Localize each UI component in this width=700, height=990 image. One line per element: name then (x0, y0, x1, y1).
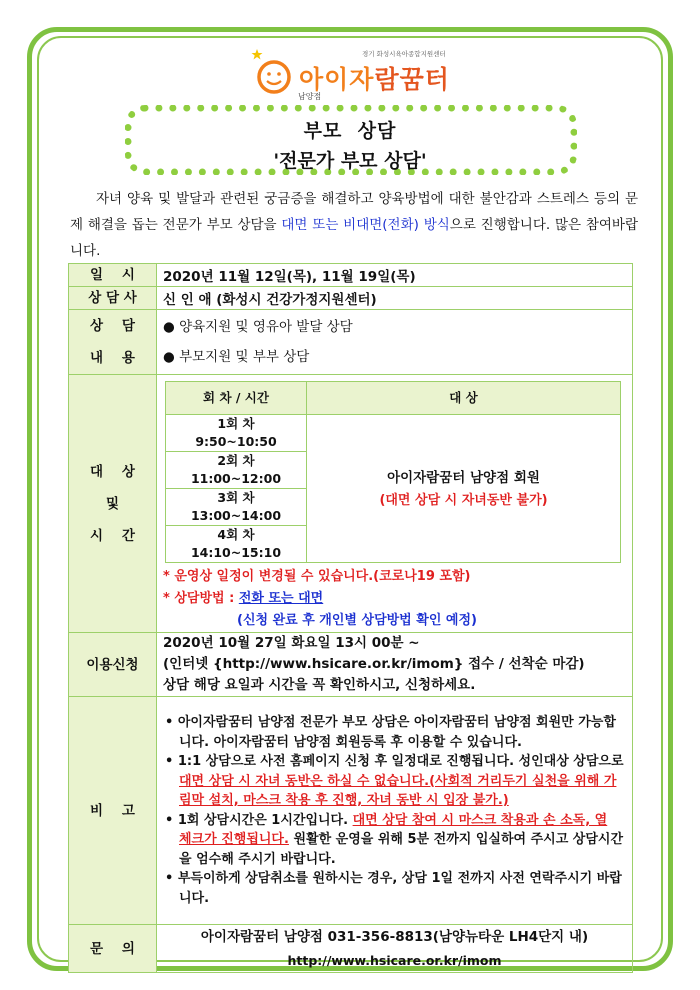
apply-method: (인터넷 {http://www.hsicare.or.kr/imom} 접수 / 선착순 마감) (163, 656, 585, 672)
session-table (165, 381, 621, 563)
content-label: 상 담 내 용 (69, 310, 157, 375)
target-time-label: 대 상 및 시 간 (69, 375, 157, 633)
intro-text: 자녀 양육 및 발달과 관련된 궁금증을 해결하고 양육방법에 대한 불안감과 스트레스 등의 문제 해결을 돕는 전문가 부모 상담을 대면 또는 비대면(전화) 방식으로 진행합니다. 많은 참여바랍니다. (70, 191, 639, 259)
counselor-label: 상 담 사 (69, 287, 157, 310)
remark-item: • 부득이하게 상담취소를 원하시는 경우, 상담 1일 전까지 사전 연락주시기 바랍니다. (165, 871, 622, 906)
logo-wordmark: 아이자람꿈터 (299, 65, 450, 94)
intro-highlight: 대면 또는 비대면(전화) 방식 (281, 217, 450, 233)
remark-item: • 1회 상담시간은 1시간입니다. 대면 상담 참여 시 마스크 착용과 손 소독, 열 체크가 진행됩니다. 원활한 운영을 위해 5분 전까지 입실하여 주시고 상담시간을 엄수해 주시기 바랍니다. (165, 812, 624, 867)
target-header: 대 상 (307, 382, 621, 415)
remarks-cell (157, 697, 633, 925)
date-label: 일 시 (69, 264, 157, 287)
remarks-label: 비 고 (69, 697, 157, 925)
contact-url[interactable]: http://www.hsicare.or.kr/imom (287, 952, 502, 968)
branch-name: 남양점 (298, 92, 322, 101)
remark-item: • 1:1 상담으로 사전 홈페이지 신청 후 일정대로 진행됩니다. 성인대상 상담으로 대면 상담 시 자녀 동반은 하실 수 없습니다.(사회적 거리두기 실천을 위해 가림막 설치, 마스크 착용 후 진행, 자녀 동반 시 입장 불가.) (165, 754, 624, 808)
target-value: 아이자람꿈터 남양점 회원 (387, 469, 540, 486)
apply-cell (157, 633, 633, 697)
logo-icon (248, 46, 296, 98)
apply-label: 이용신청 (69, 633, 157, 697)
content-item: ● 부모지원 및 부부 상담 (163, 349, 310, 365)
session-header: 회 차 / 시간 (166, 382, 307, 415)
session-row: 3회 차 13:00~14:00 (166, 489, 307, 526)
content-list (157, 310, 633, 375)
contact-phone: 아이자람꿈터 남양점 031-356-8813(남양뉴타운 LH4단지 내) (200, 928, 589, 945)
contact-cell (157, 925, 633, 973)
date-value: 2020년 11월 12일(목), 11월 19일(목) (157, 264, 633, 287)
page-title: 부모 상담 (303, 120, 397, 142)
target-time-cell (157, 375, 633, 633)
apply-notice: 상담 해당 요일과 시간을 꼭 확인하시고, 신청하세요. (163, 677, 476, 693)
content-item: ● 양육지원 및 영유아 발달 상담 (163, 319, 353, 335)
schedule-notice: * 운영상 일정이 변경될 수 있습니다.(코로나19 포함) (163, 569, 471, 584)
session-row: 2회 차 11:00~12:00 (166, 452, 307, 489)
org-name: 경기 화성시육아종합지원센터 (362, 50, 446, 58)
counselor-value: 신 인 애 (화성시 건강가정지원센터) (157, 287, 633, 310)
method-confirm-notice: (신청 완료 후 개인별 상담방법 확인 예정) (237, 613, 477, 628)
target-note: (대면 상담 시 자녀동반 불가) (379, 492, 548, 508)
apply-period: 2020년 10월 27일 화요일 13시 00분 ~ (163, 635, 420, 651)
session-row: 1회 차 9:50~10:50 (166, 415, 307, 452)
target-cell (307, 415, 621, 563)
info-table (68, 263, 633, 973)
method-notice: * 상담방법 : 전화 또는 대면 (163, 591, 324, 606)
remark-item: • 아이자람꿈터 남양점 전문가 부모 상담은 아이자람꿈터 남양점 회원만 가능합니다. 아이자람꿈터 남양점 회원등록 후 이용할 수 있습니다. (165, 715, 616, 750)
session-row: 4회 차 14:10~15:10 (166, 526, 307, 563)
page-subtitle: '전문가 부모 상담' (273, 150, 427, 172)
contact-label: 문 의 (69, 925, 157, 973)
